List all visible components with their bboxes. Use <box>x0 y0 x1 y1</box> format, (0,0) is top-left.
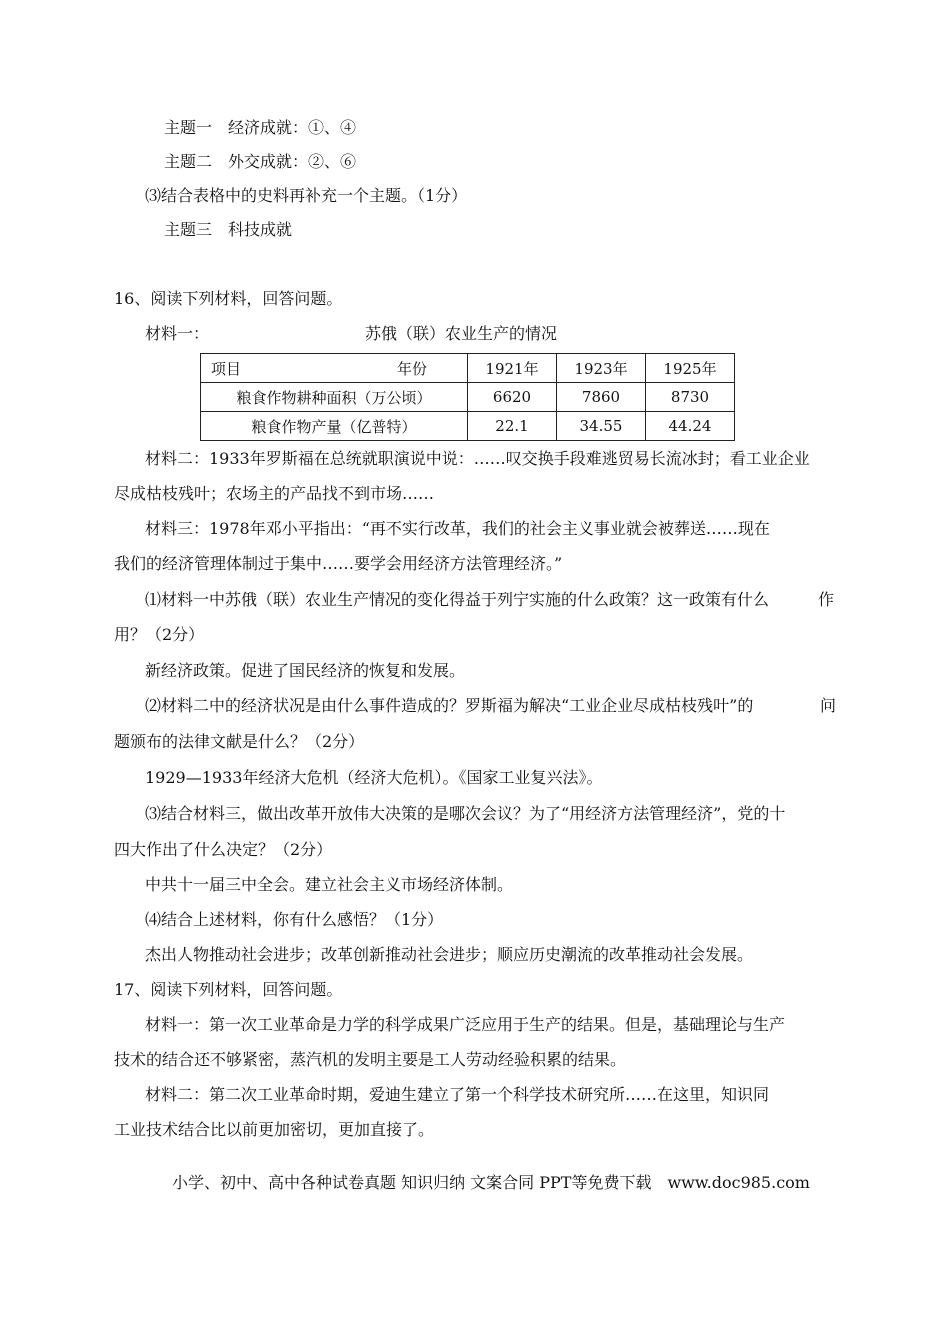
table-cell: 34.55 <box>557 412 646 441</box>
q16-material1-label: 材料一： <box>145 324 210 343</box>
theme-one: 主题一 经济成就：①、④ <box>164 118 357 137</box>
table-caption: 苏俄（联）农业生产的情况 <box>365 324 558 343</box>
material3-line1: 材料三：1978年邓小平指出：“再不实行改革，我们的社会主义事业就会被葬送……现在 <box>145 519 770 538</box>
q16-2-line1-end: 问 <box>820 696 837 715</box>
q16-3-line1: ⑶结合材料三，做出改革开放伟大决策的是哪次会议？为了“用经济方法管理经济”，党的十 <box>145 804 786 823</box>
material3-line2: 我们的经济管理体制过于集中……要学会用经济方法管理经济。” <box>114 554 563 573</box>
header-year-label: 年份 <box>396 360 427 378</box>
table-cell: 6620 <box>468 383 557 412</box>
table-cell: 44.24 <box>646 412 735 441</box>
q17-material2-line2: 工业技术结合比以前更加密切，更加直接了。 <box>114 1120 435 1139</box>
table-row <box>201 412 735 441</box>
question-3-prompt: ⑶结合表格中的史料再补充一个主题。（1分） <box>145 186 468 205</box>
table-cell: 22.1 <box>468 412 557 441</box>
page-footer: 小学、初中、高中各种试卷真题 知识归纳 文案合同 PPT等免费下载 www.doc985.com <box>172 1173 810 1192</box>
row-label-output: 粮食作物产量（亿普特） <box>201 412 468 441</box>
q17-material1-line2: 技术的结合还不够紧密，蒸汽机的发明主要是工人劳动经验积累的结果。 <box>114 1050 627 1069</box>
table-header-row <box>201 354 735 383</box>
q16-2-line2: 题颁布的法律文献是什么？（2分） <box>114 732 365 751</box>
theme-two: 主题二 外交成就：②、⑥ <box>164 152 357 171</box>
table-header-cell <box>201 354 468 383</box>
answer-3: 中共十一届三中全会。建立社会主义市场经济体制。 <box>145 875 514 894</box>
row-label-area: 粮食作物耕种面积（万公顷） <box>201 383 468 412</box>
answer-2: 1929—1933年经济大危机（经济大危机）。《国家工业复兴法》。 <box>145 768 603 787</box>
answer-4: 杰出人物推动社会进步；改革创新推动社会进步；顺应历史潮流的改革推动社会发展。 <box>145 945 754 964</box>
table-row <box>201 383 735 412</box>
table-cell: 8730 <box>646 383 735 412</box>
q16-4-prompt: ⑷结合上述材料，你有什么感悟？（1分） <box>145 910 444 929</box>
q17-title: 17、阅读下列材料，回答问题。 <box>114 980 343 999</box>
material2-line1: 材料二：1933年罗斯福在总统就职演说中说：……叹交换手段难逃贸易长流冰封；看工业企业 <box>145 449 810 468</box>
theme-three: 主题三 科技成就 <box>164 220 293 239</box>
q17-material2-line1: 材料二：第二次工业革命时期，爱迪生建立了第一个科学技术研究所……在这里，知识同 <box>145 1085 770 1104</box>
q16-1-line2: 用？（2分） <box>114 625 205 644</box>
year-1921: 1921年 <box>468 354 557 383</box>
q16-1-line1-end: 作 <box>818 590 835 609</box>
agriculture-table <box>200 353 735 441</box>
material2-line2: 尽成枯枝残叶；农场主的产品找不到市场…… <box>114 484 435 503</box>
year-1923: 1923年 <box>557 354 646 383</box>
answer-1: 新经济政策。促进了国民经济的恢复和发展。 <box>145 661 466 680</box>
q16-title: 16、阅读下列材料，回答问题。 <box>114 289 343 308</box>
q16-2-line1: ⑵材料二中的经济状况是由什么事件造成的？罗斯福为解决“工业企业尽成枯枝残叶”的 <box>145 696 754 715</box>
q17-material1-line1: 材料一：第一次工业革命是力学的科学成果广泛应用于生产的结果。但是，基础理论与生产 <box>145 1015 786 1034</box>
q16-3-line2: 四大作出了什么决定？（2分） <box>114 840 333 859</box>
table-cell: 7860 <box>557 383 646 412</box>
year-1925: 1925年 <box>646 354 735 383</box>
q16-1-line1: ⑴材料一中苏俄（联）农业生产情况的变化得益于列宁实施的什么政策？这一政策有什么 <box>145 590 770 609</box>
header-item-label: 项目 <box>211 360 242 378</box>
